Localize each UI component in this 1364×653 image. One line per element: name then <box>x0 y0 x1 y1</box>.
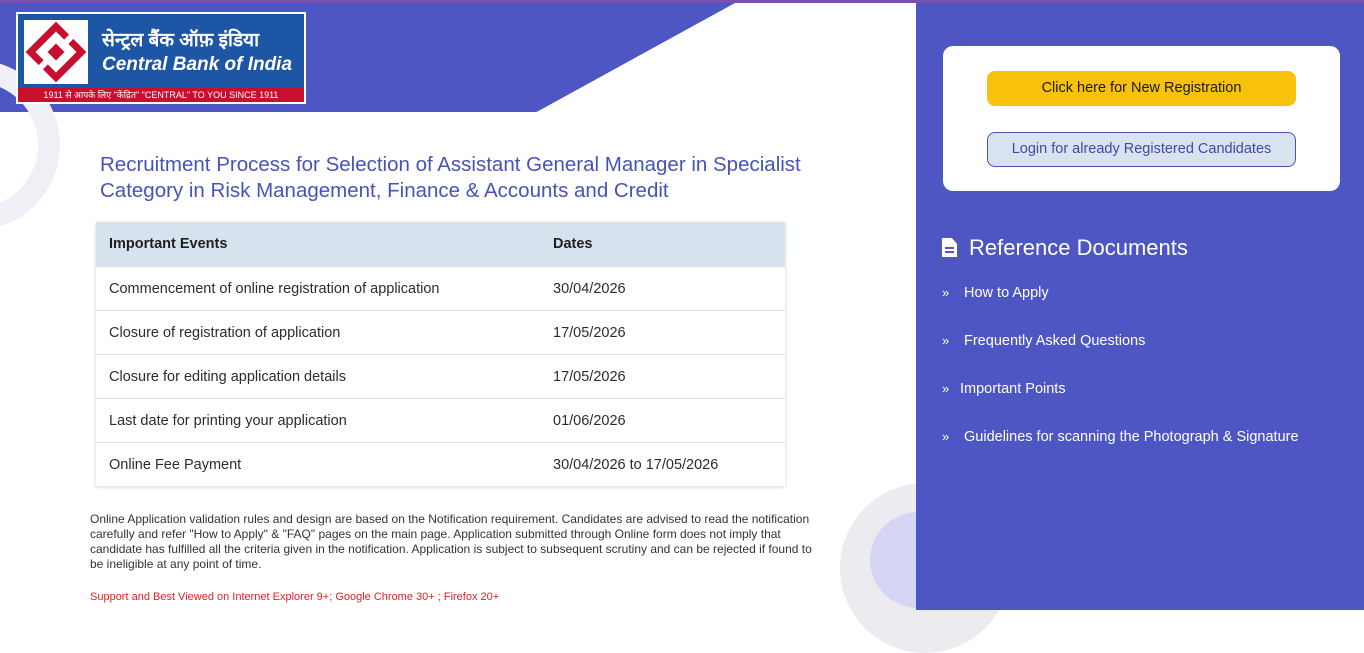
table-row <box>96 267 785 311</box>
table-row <box>96 355 785 399</box>
link-label: Frequently Asked Questions <box>964 333 1146 349</box>
table-row <box>96 443 785 487</box>
link-important-points[interactable] <box>942 381 1066 397</box>
notice-text: Online Application validation rules and design are based on the Notification requirement. Candidates are advised to read the notification carefully and refer "How to Apply" & "FAQ" pages on the main page. Application submitted through Online form does not imply that candidate has fulfilled all the criteria given in the notification. Application is subject to subsequent scrutiny and can be rejected if found to be ineligible at any point of time. <box>90 512 812 571</box>
document-icon <box>942 238 957 257</box>
link-how-to-apply[interactable] <box>942 285 1049 301</box>
bank-logo[interactable] <box>16 12 306 104</box>
reference-documents-title: Reference Documents <box>969 235 1188 260</box>
event-cell: Closure of registration of application <box>96 311 540 355</box>
link-scanning-guidelines[interactable] <box>942 429 1299 445</box>
double-chevron-right-icon: » <box>942 381 950 396</box>
table-row <box>96 399 785 443</box>
sidebar-panel <box>916 3 1364 610</box>
table-header-row <box>96 222 785 267</box>
bank-tagline: 1911 से आपके लिए "केंद्रित" "CENTRAL" TO YOU SINCE 1911 <box>18 88 304 102</box>
reference-documents-heading <box>942 235 1188 261</box>
page-title: Recruitment Process for Selection of Assistant General Manager in Specialist Category in Risk Management, Finance & Accounts and Credit <box>100 153 801 202</box>
new-registration-button[interactable]: Click here for New Registration <box>987 71 1296 106</box>
login-button[interactable]: Login for already Registered Candidates <box>987 132 1296 167</box>
date-cell: 17/05/2026 <box>540 311 785 355</box>
link-faq[interactable] <box>942 333 1145 349</box>
event-cell: Online Fee Payment <box>96 443 540 487</box>
table-row <box>96 311 785 355</box>
important-events-table <box>96 222 785 486</box>
event-cell: Last date for printing your application <box>96 399 540 443</box>
double-chevron-right-icon: » <box>942 429 950 444</box>
browser-support-text: Support and Best Viewed on Internet Explorer 9+; Google Chrome 30+ ; Firefox 20+ <box>90 591 500 603</box>
bank-name-hindi: सेन्ट्रल बैंक ऑफ़ इंडिया <box>102 30 259 51</box>
link-label: How to Apply <box>964 285 1049 301</box>
date-cell: 30/04/2026 <box>540 267 785 311</box>
column-header-dates: Dates <box>540 222 785 267</box>
link-label: Guidelines for scanning the Photograph & Signature <box>964 429 1299 445</box>
event-cell: Closure for editing application details <box>96 355 540 399</box>
double-chevron-right-icon: » <box>942 333 950 348</box>
registration-card <box>943 46 1340 191</box>
bank-emblem-icon <box>24 20 88 84</box>
double-chevron-right-icon: » <box>942 285 950 300</box>
link-label: Important Points <box>960 381 1066 397</box>
event-cell: Commencement of online registration of application <box>96 267 540 311</box>
date-cell: 30/04/2026 to 17/05/2026 <box>540 443 785 487</box>
date-cell: 01/06/2026 <box>540 399 785 443</box>
date-cell: 17/05/2026 <box>540 355 785 399</box>
column-header-events: Important Events <box>96 222 540 267</box>
bank-name-english: Central Bank of India <box>102 54 293 75</box>
